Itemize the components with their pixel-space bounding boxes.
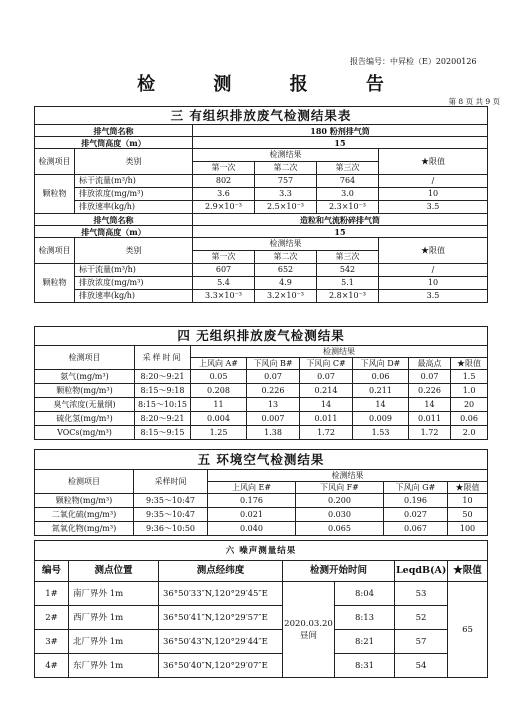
- value-cell: 0.004: [191, 412, 247, 426]
- limit-cell: 10: [379, 277, 488, 290]
- value-cell: 0.07: [300, 370, 353, 384]
- limit-cell: 20: [451, 398, 488, 412]
- col-limit: ★限值: [448, 482, 488, 494]
- col-result: 检测结果: [193, 149, 379, 162]
- section-5-title: 五 环境空气检测结果: [35, 450, 488, 470]
- value-cell: 3.3: [255, 188, 317, 201]
- value-cell: 0.030: [296, 508, 384, 522]
- col-item: 检测项目: [35, 346, 135, 370]
- number-cell: 4#: [35, 654, 69, 678]
- row-label: 排放速率(kg/h): [75, 201, 193, 214]
- value-cell: 0.067: [384, 522, 448, 536]
- value-cell: 0.196: [384, 494, 448, 508]
- value-cell: 5.4: [193, 277, 255, 290]
- table-row: [35, 264, 488, 277]
- value-cell: 0.226: [247, 384, 300, 398]
- value-cell: 607: [193, 264, 255, 277]
- time-cell: 8:20～9:21: [135, 370, 191, 384]
- value-cell: 0.027: [384, 508, 448, 522]
- time-cell: 8:21: [335, 630, 395, 654]
- value-cell: 2.3×10⁻³: [317, 201, 379, 214]
- location-cell: 南厂界外 1m: [69, 582, 159, 606]
- pollutant-cell: 颗粒物: [35, 264, 75, 303]
- section-4-title: 四 无组织排放废气检测结果: [35, 327, 488, 346]
- number-cell: 1#: [35, 582, 69, 606]
- unorganized-emission-table: [34, 326, 488, 440]
- max-cell: 0.011: [409, 412, 451, 426]
- value-cell: 2.8×10⁻³: [317, 290, 379, 303]
- row-label: 排放浓度(mg/m³): [75, 188, 193, 201]
- col-run-1: 第一次: [193, 162, 255, 175]
- ambient-air-table: [34, 449, 488, 536]
- report-number: 报告编号：中昇检（E）20200126: [350, 57, 477, 66]
- max-cell: 14: [409, 398, 451, 412]
- organized-emission-table: [34, 106, 488, 303]
- coordinates-cell: 36°50′41″N,120°29′57″E: [159, 606, 283, 630]
- table-row: [35, 370, 488, 384]
- table-row: [35, 412, 488, 426]
- limit-cell: 1.0: [451, 384, 488, 398]
- table-row: [35, 188, 488, 201]
- time-cell: 8:20～9:21: [135, 412, 191, 426]
- time-cell: 9:35～10:47: [134, 494, 208, 508]
- value-cell: 542: [317, 264, 379, 277]
- table-row: [35, 630, 488, 654]
- stack-2-name: 造粒和气流粉碎排气筒: [193, 214, 488, 226]
- value-cell: 0.011: [300, 412, 353, 426]
- time-cell: 9:36～10:50: [134, 522, 208, 536]
- item-cell: 颗粒物(mg/m³): [35, 384, 135, 398]
- time-cell: 8:31: [335, 654, 395, 678]
- table-row: [35, 201, 488, 214]
- time-cell: 8:04: [335, 582, 395, 606]
- col-time: 采样时间: [135, 346, 191, 370]
- value-cell: 1.72: [300, 426, 353, 440]
- col-downwind-g: 下风向 G#: [384, 482, 448, 494]
- location-cell: 北厂界外 1m: [69, 630, 159, 654]
- time-cell: 9:35～10:47: [134, 508, 208, 522]
- max-cell: 1.72: [409, 426, 451, 440]
- col-limit: ★限值: [451, 358, 488, 370]
- time-cell: 8:15～9:18: [135, 384, 191, 398]
- table-row: [35, 426, 488, 440]
- value-cell: 0.211: [353, 384, 409, 398]
- item-cell: 颗粒物(mg/m³): [35, 494, 134, 508]
- table-row: [35, 522, 488, 536]
- leq-cell: 53: [395, 582, 448, 606]
- col-upwind-e: 上风向 E#: [208, 482, 296, 494]
- value-cell: 3.3×10⁻³: [193, 290, 255, 303]
- stack-1-height: 15: [193, 137, 488, 149]
- col-run-3: 第三次: [317, 162, 379, 175]
- measure-date: 2020.03.20: [284, 618, 333, 629]
- limit-cell: 0.06: [451, 412, 488, 426]
- col-item: 检测项目: [35, 149, 75, 175]
- value-cell: 0.009: [353, 412, 409, 426]
- leq-cell: 54: [395, 654, 448, 678]
- value-cell: 0.065: [296, 522, 384, 536]
- date-period-cell: [283, 582, 335, 678]
- value-cell: 1.25: [191, 426, 247, 440]
- col-run-2: 第二次: [255, 162, 317, 175]
- leq-cell: 52: [395, 606, 448, 630]
- row-label: 排放速率(kg/h): [75, 290, 193, 303]
- location-cell: 东厂界外 1m: [69, 654, 159, 678]
- col-time: 采样时间: [134, 470, 208, 494]
- value-cell: 11: [191, 398, 247, 412]
- value-cell: 3.6: [193, 188, 255, 201]
- col-number: 编号: [35, 561, 69, 582]
- col-location: 测点位置: [69, 561, 159, 582]
- col-coordinates: 测点经纬度: [159, 561, 283, 582]
- col-downwind-f: 下风向 F#: [296, 482, 384, 494]
- value-cell: 5.1: [317, 277, 379, 290]
- limit-cell: 10: [448, 494, 488, 508]
- table-row: [35, 582, 488, 606]
- table-row: [35, 175, 488, 188]
- value-cell: 2.5×10⁻³: [255, 201, 317, 214]
- table-row: [35, 494, 488, 508]
- value-cell: 0.214: [300, 384, 353, 398]
- value-cell: 14: [300, 398, 353, 412]
- measure-period: 昼间: [299, 630, 317, 641]
- limit-cell: /: [379, 264, 488, 277]
- number-cell: 2#: [35, 606, 69, 630]
- stack-height-label: 排气筒高度（m）: [35, 226, 193, 238]
- value-cell: 4.9: [255, 277, 317, 290]
- coordinates-cell: 36°50′40″N,120°29′07″E: [159, 654, 283, 678]
- value-cell: 0.007: [247, 412, 300, 426]
- value-cell: 757: [255, 175, 317, 188]
- table-row: [35, 654, 488, 678]
- row-label: 标干流量(m³/h): [75, 264, 193, 277]
- stack-name-label: 排气筒名称: [35, 125, 193, 137]
- col-result: 检测结果: [191, 346, 488, 358]
- col-item: 检测项目: [35, 238, 75, 264]
- table-row: [35, 277, 488, 290]
- page-title: 检 测 报 告: [137, 74, 410, 95]
- pollutant-cell: 颗粒物: [35, 175, 75, 214]
- limit-cell: 50: [448, 508, 488, 522]
- stack-height-label: 排气筒高度（m）: [35, 137, 193, 149]
- time-cell: 8:15～10:15: [135, 398, 191, 412]
- col-downwind-c: 下风向 C#: [300, 358, 353, 370]
- col-downwind-d: 下风向 D#: [353, 358, 409, 370]
- item-cell: VOCs(mg/m³): [35, 426, 135, 440]
- limit-cell: 1.5: [451, 370, 488, 384]
- value-cell: 3.2×10⁻³: [255, 290, 317, 303]
- value-cell: 0.200: [296, 494, 384, 508]
- col-category: 类别: [75, 238, 193, 264]
- table-row: [35, 508, 488, 522]
- value-cell: 0.05: [191, 370, 247, 384]
- col-limit: ★限值: [379, 149, 488, 175]
- value-cell: 802: [193, 175, 255, 188]
- coordinates-cell: 36°50′33″N,120°29′45″E: [159, 582, 283, 606]
- section-6-title: 六 噪声测量结果: [35, 541, 488, 561]
- max-cell: 0.226: [409, 384, 451, 398]
- time-cell: 8:15～9:15: [135, 426, 191, 440]
- item-cell: 硫化氢(mg/m³): [35, 412, 135, 426]
- section-3-title: 三 有组织排放废气检测结果表: [35, 107, 488, 125]
- max-cell: 0.07: [409, 370, 451, 384]
- coordinates-cell: 36°50′43″N,120°29′44″E: [159, 630, 283, 654]
- value-cell: 0.07: [247, 370, 300, 384]
- limit-cell: /: [379, 175, 488, 188]
- col-limit: ★限值: [448, 561, 488, 582]
- value-cell: 1.38: [247, 426, 300, 440]
- page-number: 第 8 页 共 9 页: [448, 97, 500, 106]
- stack-2-height: 15: [193, 226, 488, 238]
- value-cell: 13: [247, 398, 300, 412]
- limit-cell: 2.0: [451, 426, 488, 440]
- limit-cell: 3.5: [379, 290, 488, 303]
- limit-cell: 10: [379, 188, 488, 201]
- item-cell: 臭气浓度(无量纲): [35, 398, 135, 412]
- col-limit: ★限值: [379, 238, 488, 264]
- item-cell: 氨气(mg/m³): [35, 370, 135, 384]
- leq-cell: 57: [395, 630, 448, 654]
- value-cell: 0.06: [353, 370, 409, 384]
- value-cell: 764: [317, 175, 379, 188]
- noise-table: [34, 540, 488, 678]
- value-cell: 0.208: [191, 384, 247, 398]
- location-cell: 西厂界外 1m: [69, 606, 159, 630]
- col-run-2: 第二次: [255, 251, 317, 264]
- limit-cell: 100: [448, 522, 488, 536]
- value-cell: 2.9×10⁻³: [193, 201, 255, 214]
- col-upwind-a: 上风向 A#: [191, 358, 247, 370]
- value-cell: 0.021: [208, 508, 296, 522]
- limit-cell: 3.5: [379, 201, 488, 214]
- col-result: 检测结果: [208, 470, 488, 482]
- value-cell: 14: [353, 398, 409, 412]
- item-cell: 二氧化硫(mg/m³): [35, 508, 134, 522]
- item-cell: 氮氧化物(mg/m³): [35, 522, 134, 536]
- table-row: [35, 398, 488, 412]
- value-cell: 652: [255, 264, 317, 277]
- col-max: 最高点: [409, 358, 451, 370]
- row-label: 标干流量(m³/h): [75, 175, 193, 188]
- col-leq: LeqdB(A): [395, 561, 448, 582]
- table-row: [35, 606, 488, 630]
- limit-cell: 65: [448, 582, 488, 678]
- stack-name-label: 排气筒名称: [35, 214, 193, 226]
- col-category: 类别: [75, 149, 193, 175]
- row-label: 排放浓度(mg/m³): [75, 277, 193, 290]
- value-cell: 1.53: [353, 426, 409, 440]
- table-row: [35, 290, 488, 303]
- number-cell: 3#: [35, 630, 69, 654]
- value-cell: 0.040: [208, 522, 296, 536]
- time-cell: 8:13: [335, 606, 395, 630]
- col-run-1: 第一次: [193, 251, 255, 264]
- table-row: [35, 384, 488, 398]
- col-downwind-b: 下风向 B#: [247, 358, 300, 370]
- value-cell: 3.0: [317, 188, 379, 201]
- col-start-time: 检测开始时间: [283, 561, 395, 582]
- stack-1-name: 180 粉剂排气筒: [193, 125, 488, 137]
- value-cell: 0.176: [208, 494, 296, 508]
- col-run-3: 第三次: [317, 251, 379, 264]
- col-result: 检测结果: [193, 238, 379, 251]
- col-item: 检测项目: [35, 470, 134, 494]
